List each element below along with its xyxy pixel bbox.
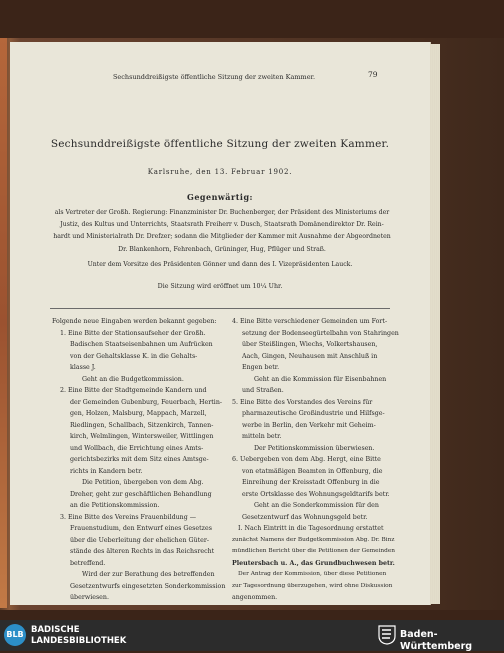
blb-name-line2: LANDESBIBLIOTHEK	[31, 636, 127, 646]
list-item: Aach, Gingen, Neuhausen mit Anschluß in	[242, 352, 378, 360]
page-title: Sechsunddreißigste öffentliche Sitzung der zweiten Kammer.	[50, 138, 390, 150]
list-item: richts in Kandern betr.	[70, 467, 143, 475]
list-item: zur Tagesordnung überzugehen, wird ohne Diskussion	[232, 582, 393, 589]
chair-line: Unter dem Vorsitze des Präsidenten Gönner und dann des I. Vizepräsidenten Lauck.	[87, 261, 353, 268]
list-item: 4. Eine Bitte verschiedener Gemeinden um Fort-	[232, 318, 388, 325]
list-item: Engen betr.	[242, 364, 280, 371]
opening-line: Die Sitzung wird eröffnet um 10¹⁄₄ Uhr.	[157, 283, 283, 290]
list-item: Wird der zur Berathung des betreffenden	[82, 571, 215, 578]
right-column	[232, 316, 412, 604]
date-line: Karlsruhe, den 13. Februar 1902.	[147, 168, 293, 176]
bw-name[interactable]: Baden-Württemberg	[400, 629, 473, 652]
list-item: Dreher, geht zur geschäftlichen Behandlung	[70, 490, 212, 498]
present-heading: Gegenwärtig:	[187, 192, 253, 202]
page-number: 79	[368, 70, 378, 79]
list-item: Badischen Staatseisenbahnen um Aufrücken	[70, 341, 213, 348]
list-item: setzung der Bodenseegürtelbahn von Stahringen	[242, 329, 399, 337]
list-item: Pleutersbach u. A., das Grundbuchwesen betr.	[232, 559, 395, 567]
list-item: Geht an die Budgetkommission.	[82, 375, 184, 383]
list-item: 3. Eine Bitte des Vereins Frauenbildung —	[60, 513, 197, 521]
blb-name-line1: BADISCHE	[31, 625, 80, 635]
left-column	[52, 316, 232, 604]
blb-name[interactable]	[31, 625, 126, 647]
list-item: Gesetzentwurfs eingesetzten Sonderkommission	[70, 582, 226, 590]
document-page	[10, 42, 430, 605]
list-item: werbe in Berlin, den Verkehr mit Geheim-	[242, 421, 376, 429]
list-item: Der Antrag der Kommission, über diese Petitionen	[238, 571, 387, 577]
list-item: klasse J.	[70, 364, 96, 371]
list-item: 1. Eine Bitte der Stationsaufseher der Großh.	[60, 329, 206, 337]
list-item: betreffend.	[70, 559, 106, 567]
list-item: und Wollbach, die Errichtung eines Amts-	[70, 444, 204, 452]
list-item: stände des älteren Rechts in das Reichsrecht	[70, 548, 215, 555]
list-item: Gesetzentwurf das Wohnungsgeld betr.	[242, 513, 368, 521]
list-item: 2. Eine Bitte der Stadtgemeinde Kandern und	[60, 387, 207, 394]
list-item: der Gemeinden Gubenburg, Feuerbach, Hertin-	[70, 398, 223, 406]
list-item: erste Ortsklasse des Wohnungsgeldtarifs betr.	[242, 490, 390, 498]
list-item: von der Gehaltsklasse K. in die Gehalts-	[70, 352, 198, 360]
present-line: Dr. Blankenhorn, Fehrenbach, Grüninger, Hug, Pflüger und Straß.	[118, 245, 326, 253]
list-item: über die Ueberleitung der ehelichen Güter-	[70, 536, 209, 544]
list-item: I. Nach Eintritt in die Tagesordnung erstattet	[238, 525, 384, 532]
list-item: gen, Holzen, Malsburg, Mappach, Marzell,	[70, 410, 207, 417]
list-item: überwiesen.	[70, 594, 109, 601]
bw-coat-of-arms-icon	[378, 625, 396, 645]
present-line: als Vertreter der Großh. Regierung: Finanzminister Dr. Buchenberger, der Präsident des Ministeriums der	[54, 209, 390, 216]
list-item: an die Petitionskommission.	[70, 502, 160, 509]
present-text	[32, 207, 412, 256]
list-item: Folgende neue Eingaben werden bekannt gegeben:	[52, 318, 217, 325]
list-item: Die Petition, übergeben von dem Abg.	[82, 479, 204, 486]
list-item: gerichtsbezirks mit dem Sitz eines Amtsge-	[70, 456, 209, 463]
list-item: mündlichen Bericht über die Petitionen der Gemeinden	[232, 548, 396, 554]
list-item: Riedlingen, Schallbach, Sitzenkirch, Tannen-	[70, 421, 214, 429]
list-item: pharmazeutische Großindustrie und Hilfsge-	[242, 410, 385, 417]
list-item: kirch, Welmlingen, Wintersweiler, Wittlingen	[70, 433, 214, 440]
list-item: Frauenstudium, den Entwurf eines Gesetzes	[70, 525, 212, 532]
list-item: angenommen.	[232, 594, 278, 601]
list-item: Der Petitionskommission überwiesen.	[254, 444, 375, 452]
present-line: Justiz, des Kultus und Unterrichts, Staatsrath Freiherr v. Dusch, Staatsrath Domänendirektor Dr. Rein-	[60, 221, 384, 229]
list-item: und Straßen.	[242, 387, 284, 394]
list-item: zunächst Namens der Budgetkommission Abg. Dr. Binz	[232, 536, 395, 543]
present-line: hardt und Ministerialrath Dr. Drefzer; sodann die Mitglieder der Kammer mit Ausnahme der Abgeordneten	[53, 233, 391, 241]
list-item: von etatmäßigen Beamten in Offenburg, die	[242, 467, 383, 475]
rule	[50, 308, 390, 309]
book-spine-edge	[0, 38, 7, 608]
list-item: 6. Uebergeben von dem Abg. Hergt, eine Bitte	[232, 456, 381, 463]
list-item: Geht an die Kommission für Eisenbahnen	[254, 375, 387, 383]
list-item: über Steißlingen, Wiechs, Volkertshausen,	[242, 341, 378, 348]
list-item: Geht an die Sonderkommission für den	[254, 502, 379, 509]
list-item: 5. Eine Bitte des Vorstandes des Vereins für	[232, 398, 373, 406]
running-head: Sechsunddreißigste öffentliche Sitzung der zweiten Kammer.	[112, 73, 316, 81]
page-edges	[430, 44, 440, 604]
list-item: mitteln betr.	[242, 433, 282, 440]
list-item: Einreihung der Kreisstadt Offenburg in die	[242, 479, 380, 486]
blb-logo[interactable]: BLB	[4, 624, 26, 646]
